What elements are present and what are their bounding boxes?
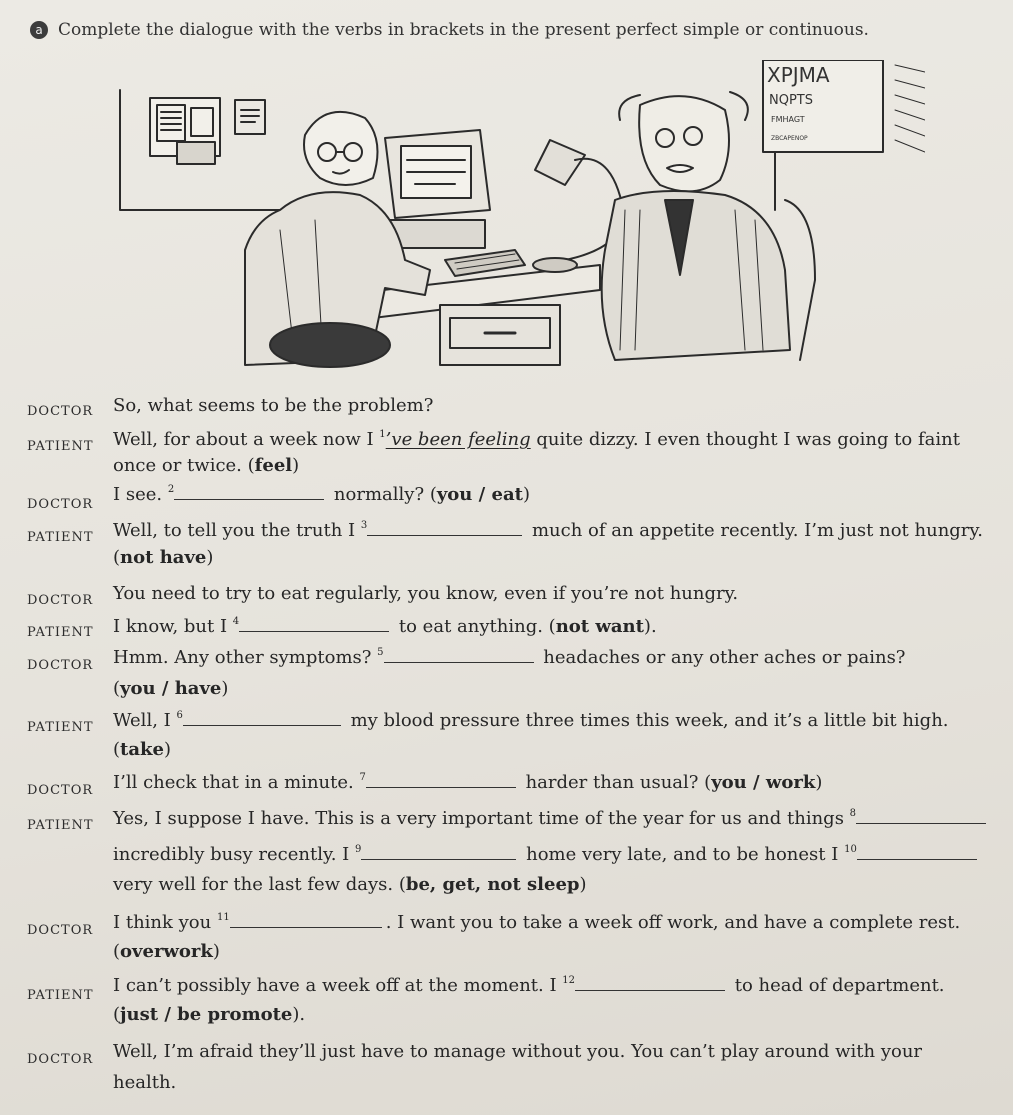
gap-number: 11 xyxy=(216,912,230,923)
dialogue-line: So, what seems to be the problem? xyxy=(113,395,434,416)
answer-blank-11[interactable] xyxy=(230,910,382,928)
instruction-text: Complete the dialogue with the verbs in brackets in the present perfect simple or continuous. xyxy=(58,20,869,40)
eye-chart-row-3: FMHAGT xyxy=(771,115,805,124)
answer-blank-2[interactable] xyxy=(174,482,324,500)
gap-number: 5 xyxy=(377,647,384,658)
gap-number: 9 xyxy=(355,844,362,855)
dialogue-line: Well, I’m afraid they’ll just have to manage without you. You can’t play around with your xyxy=(113,1041,923,1062)
speaker-label: PATIENT xyxy=(27,818,94,833)
verb-prompt: be, get, not sleep xyxy=(405,874,580,895)
dialogue-line: (not have) xyxy=(113,547,214,568)
verb-prompt: take xyxy=(120,739,164,760)
speaker-label: PATIENT xyxy=(27,439,94,454)
verb-prompt: you / have xyxy=(120,678,222,699)
eye-chart-row-2: NQPTS xyxy=(769,93,813,108)
answer-blank-5[interactable] xyxy=(384,645,534,663)
answer-blank-10[interactable] xyxy=(857,842,977,860)
dialogue-line: I see. $^2$ normally? (you / eat) xyxy=(113,484,530,505)
verb-prompt: overwork xyxy=(120,941,213,962)
dialogue-line: Well, I $^6$ my blood pressure three times this week, and it’s a little bit high. xyxy=(113,710,949,731)
verb-prompt: not want xyxy=(555,616,644,637)
speaker-label: DOCTOR xyxy=(27,1052,94,1067)
dialogue-line: once or twice. (feel) xyxy=(113,455,300,476)
dialogue-line: incredibly busy recently. I $^9$ home very late, and to be honest I $^{10}$ xyxy=(113,842,981,867)
gap-number: 10 xyxy=(844,844,857,855)
speaker-label: PATIENT xyxy=(27,988,94,1003)
verb-prompt: you / work xyxy=(711,772,816,793)
verb-prompt: you / eat xyxy=(436,484,523,505)
speaker-label: DOCTOR xyxy=(27,497,94,512)
exercise-badge: a xyxy=(30,21,48,39)
speaker-label: DOCTOR xyxy=(27,593,94,608)
gap-number: 3 xyxy=(360,520,368,531)
gap-number: 8 xyxy=(849,808,857,819)
answer-blank-4[interactable] xyxy=(239,614,389,632)
dialogue-line: (take) xyxy=(113,739,171,760)
dialogue-line: I know, but I $^4$ to eat anything. (not want). xyxy=(113,616,657,637)
dialogue-line: I’ll check that in a minute. $^7$ harder than usual? (you / work) xyxy=(113,772,823,793)
dialogue-line: Yes, I suppose I have. This is a very important time of the year for us and things $^8$ xyxy=(113,806,990,831)
answer-blank-8[interactable] xyxy=(856,806,986,824)
answer-blank-12[interactable] xyxy=(575,973,725,991)
dialogue-line: (you / have) xyxy=(113,678,229,699)
dialogue-line: I think you $^{11}$ . I want you to take a week off work, and have a complete rest. xyxy=(113,912,961,933)
speaker-label: DOCTOR xyxy=(27,783,94,798)
verb-prompt: not have xyxy=(120,547,207,568)
dialogue-line: Hmm. Any other symptoms? $^5$ headaches or any other aches or pains? xyxy=(113,647,906,668)
dialogue-line: very well for the last few days. (be, get, not sleep) xyxy=(113,874,587,895)
gap-number: 12 xyxy=(562,975,576,986)
speaker-label: PATIENT xyxy=(27,720,94,735)
gap-number: 2 xyxy=(167,484,175,495)
verb-prompt: feel xyxy=(254,455,293,476)
dialogue-line: You need to try to eat regularly, you know, even if you’re not hungry. xyxy=(113,583,739,604)
dialogue-line: Well, to tell you the truth I $^3$ much of an appetite recently. I’m just not hungry. xyxy=(113,520,983,541)
answer-blank-3[interactable] xyxy=(367,518,522,536)
speaker-label: DOCTOR xyxy=(27,658,94,673)
dialogue-line: (overwork) xyxy=(113,941,220,962)
gap-number: 6 xyxy=(176,710,183,721)
answer-blank-6[interactable] xyxy=(183,708,341,726)
dialogue-line: I can’t possibly have a week off at the moment. I $^{12}$ to head of department. xyxy=(113,975,945,996)
gap-number: 1 xyxy=(379,429,386,440)
speaker-label: PATIENT xyxy=(27,625,94,640)
verb-prompt: just / be promote xyxy=(120,1004,293,1025)
example-answer: ’ve been feeling xyxy=(385,429,531,450)
eye-chart-row-4: ZBCAPENOP xyxy=(771,135,808,142)
speaker-label: PATIENT xyxy=(27,530,94,545)
dialogue-line: (just / be promote). xyxy=(113,1004,306,1025)
dialogue-line: health. xyxy=(113,1072,177,1093)
answer-blank-7[interactable] xyxy=(366,770,516,788)
speaker-label: DOCTOR xyxy=(27,404,94,419)
gap-number: 7 xyxy=(359,772,366,783)
speaker-label: DOCTOR xyxy=(27,923,94,938)
gap-number: 4 xyxy=(232,616,240,627)
answer-blank-9[interactable] xyxy=(361,842,516,860)
dialogue-line: Well, for about a week now I $^1$’ve been feeling quite dizzy. I even thought I was going to faint xyxy=(113,429,960,450)
eye-chart-row-1: XPJMA xyxy=(767,63,830,87)
